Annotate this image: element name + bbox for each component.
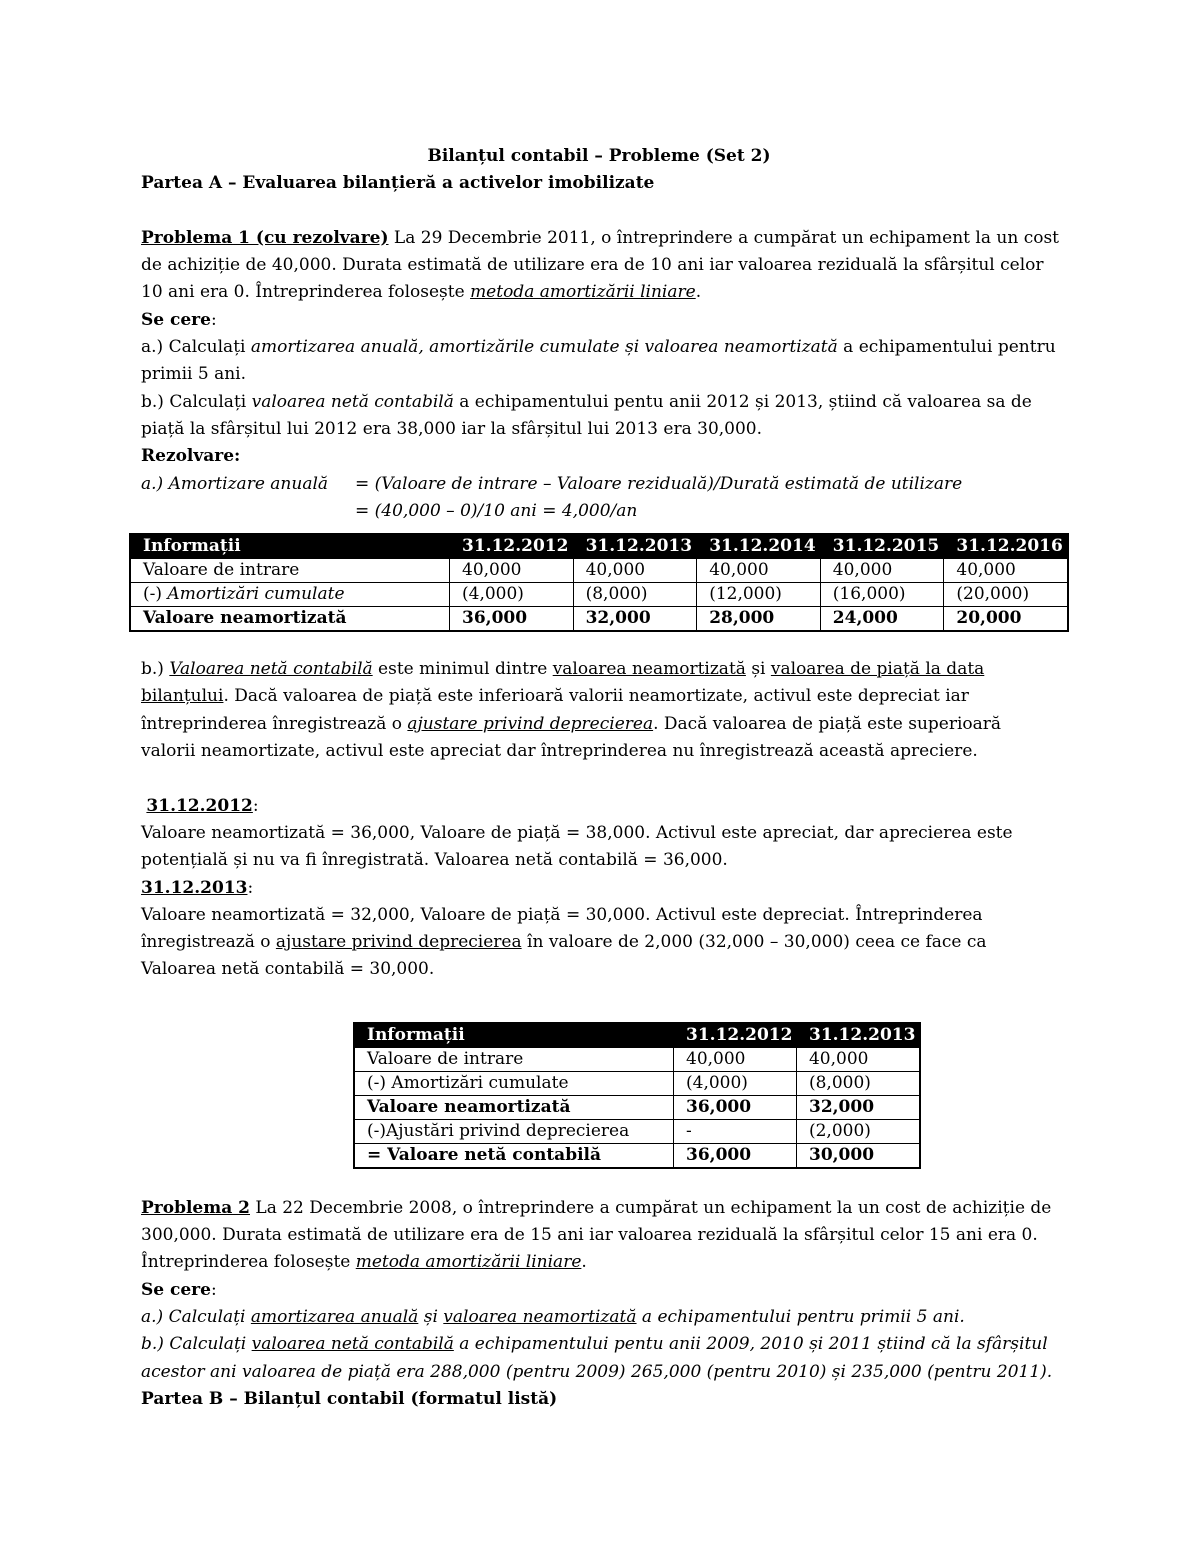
date-2013-heading: 31.12.2013: bbox=[141, 877, 254, 898]
problem-1-statement: Problema 1 (cu rezolvare) La 29 Decembrie 2011, o întreprindere a cumpărat un echipament la un cost de achiziție de 40,000. Durata estimată de utilizare era de 10 ani iar valoarea reziduală la sfârșitul celor 10 ani era 0. Întreprinderea folosește metoda amortizării liniare. bbox=[141, 227, 1060, 303]
year-2013-text: Valoare neamortizată = 32,000, Valoare de piață = 30,000. Activul este depreciat. Întreprinderea înregistrează o ajustare privind deprecierea în valoare de 2,000 (32,000 – 30,000) ceea ce face ca Valoarea netă contabilă = 30,000. bbox=[141, 904, 987, 980]
table-row: (-)Ajustări privind deprecierea - (2,000) bbox=[354, 1119, 920, 1143]
table-row: Valoare de intrare 40,000 40,000 bbox=[354, 1047, 920, 1071]
depreciation-table bbox=[129, 533, 1069, 632]
rezolvare-heading: Rezolvare: bbox=[141, 446, 241, 467]
problem-1-label: Problema 1 (cu rezolvare) bbox=[141, 227, 389, 248]
table-row: Valoare de intrare 40,000 40,000 40,000 40,000 40,000 bbox=[130, 559, 1068, 583]
se-cere-2: Se cere: bbox=[141, 1279, 217, 1300]
part-b-heading: Partea B – Bilanțul contabil (formatul listă) bbox=[141, 1388, 558, 1409]
part-a-heading: Partea A – Evaluarea bilanțieră a activelor imobilizate bbox=[141, 173, 655, 194]
net-book-value-table bbox=[353, 1022, 921, 1169]
problem-2-statement: Problema 2 La 22 Decembrie 2008, o întreprindere a cumpărat un echipament la un cost de achiziție de 300,000. Durata estimată de utilizare era de 15 ani iar valoarea reziduală la sfârșitul celor 15 ani era 0. Întreprinderea folosește metoda amortizării liniare. bbox=[141, 1197, 1052, 1273]
problem-2-task-a: a.) Calculați amortizarea anuală și valoarea neamortizată a echipamentului pentru primii 5 ani. bbox=[141, 1306, 965, 1327]
problem-2-label: Problema 2 bbox=[141, 1197, 250, 1218]
table-row: = Valoare netă contabilă 36,000 30,000 bbox=[354, 1143, 920, 1168]
table-row: Valoare neamortizată 36,000 32,000 28,000 24,000 20,000 bbox=[130, 607, 1068, 632]
method-link: metoda amortizării liniare bbox=[470, 282, 696, 303]
formula-line-2: = (40,000 – 0)/10 ani = 4,000/an bbox=[355, 500, 638, 521]
year-2012-text: Valoare neamortizată = 36,000, Valoare de piață = 38,000. Activul este apreciat, dar aprecierea este potențială și nu va fi înregistrată. Valoarea netă contabilă = 36,000. bbox=[141, 822, 1013, 871]
problem-1-task-a: a.) Calculați amortizarea anuală, amortizările cumulate și valoarea neamortizată a echipamentului pentru primii 5 ani. bbox=[141, 337, 1056, 385]
se-cere: Se cere: bbox=[141, 309, 217, 330]
document-title: Bilanțul contabil – Probleme (Set 2) bbox=[427, 146, 771, 166]
problem-2-task-b: b.) Calculați valoarea netă contabilă a echipamentului pentu anii 2009, 2010 și 2011 știind că la sfârșitul acestor ani valoarea de piață era 288,000 (pentru 2009) 265,000 (pentru 2010) și 235,000 (pentru 2011). bbox=[141, 1334, 1053, 1382]
table-row: Valoare neamortizată 36,000 32,000 bbox=[354, 1095, 920, 1119]
table-header-row: Informații 31.12.2012 31.12.2013 bbox=[354, 1023, 920, 1048]
table-row: (-) Amortizări cumulate (4,000) (8,000) bbox=[354, 1071, 920, 1095]
date-2012-heading: 31.12.2012: bbox=[146, 795, 259, 816]
table-header-row: Informații 31.12.2012 31.12.2013 31.12.2014 31.12.2015 31.12.2016 bbox=[130, 534, 1068, 559]
table-row: (-) Amortizări cumulate (4,000) (8,000) (12,000) (16,000) (20,000) bbox=[130, 583, 1068, 607]
explanation-b: b.) Valoarea netă contabilă este minimul dintre valoarea neamortizată și valoarea de piață la data bilanțului. Dacă valoarea de piață este inferioară valorii neamortizate, activul este depreciat iar întreprinderea înregistrează o ajustare privind deprecierea. Dacă valoarea de piață este superioară valorii neamortizate, activul este apreciat dar întreprinderea nu înregistrează această apreciere. bbox=[141, 659, 1002, 762]
formula-line-1: a.) Amortizare anuală = (Valoare de intrare – Valoare reziduală)/Durată estimată de utilizare bbox=[141, 473, 963, 494]
problem-1-task-b: b.) Calculați valoarea netă contabilă a echipamentului pentu anii 2012 și 2013, știind că valoarea sa de piață la sfârșitul lui 2012 era 38,000 iar la sfârșitul lui 2013 era 30,000. bbox=[141, 391, 1032, 439]
